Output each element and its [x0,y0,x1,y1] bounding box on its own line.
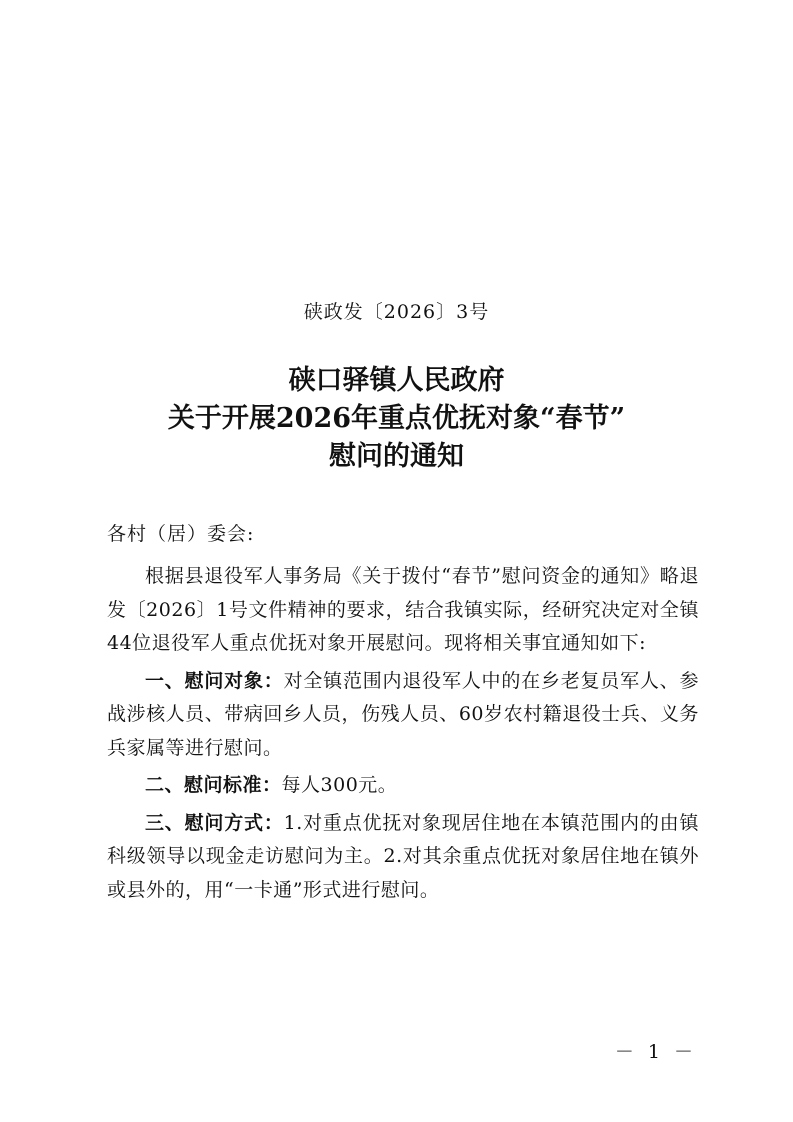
document-body [107,560,699,907]
title-line-3: 慰问的通知 [329,441,464,472]
addressee: 各村（居）委会: [107,523,255,545]
document-number: 硖政发〔2026〕3号 [303,301,490,323]
item-heading: 一、慰问对象： [145,669,284,692]
item-standard [107,769,699,803]
item-recipients [107,665,699,766]
item-heading: 二、慰问标准： [145,774,282,796]
page-number: － 1 － [614,1041,697,1063]
item-heading: 三、慰问方式： [145,811,284,834]
intro-paragraph: 根据县退役军人事务局《关于拨付“春节”慰问资金的通知》略退发〔2026〕1号文件精神的要求，结合我镇实际，经研究决定对全镇44位退役军人重点优抚对象开展慰问。现将相关事宜通知如下: [107,565,699,654]
item-method [107,807,699,908]
title-line-2: 关于开展2026年重点优抚对象“春节” [167,403,626,434]
document-title [0,362,793,476]
item-text: 1.对重点优抚对象现居住地在本镇范围内的由镇科级领导以现金走访慰问为主。2.对其余重点优抚对象居住地在镇外或县外的，用“一卡通”形式进行慰问。 [107,811,699,901]
title-line-1: 硖口驿镇人民政府 [288,365,505,396]
item-text: 对全镇范围内退役军人中的在乡老复员军人、参战涉核人员、带病回乡人员，伤残人员、60岁农村籍退役士兵、义务兵家属等进行慰问。 [107,669,699,759]
item-text: 每人300元。 [281,774,398,796]
